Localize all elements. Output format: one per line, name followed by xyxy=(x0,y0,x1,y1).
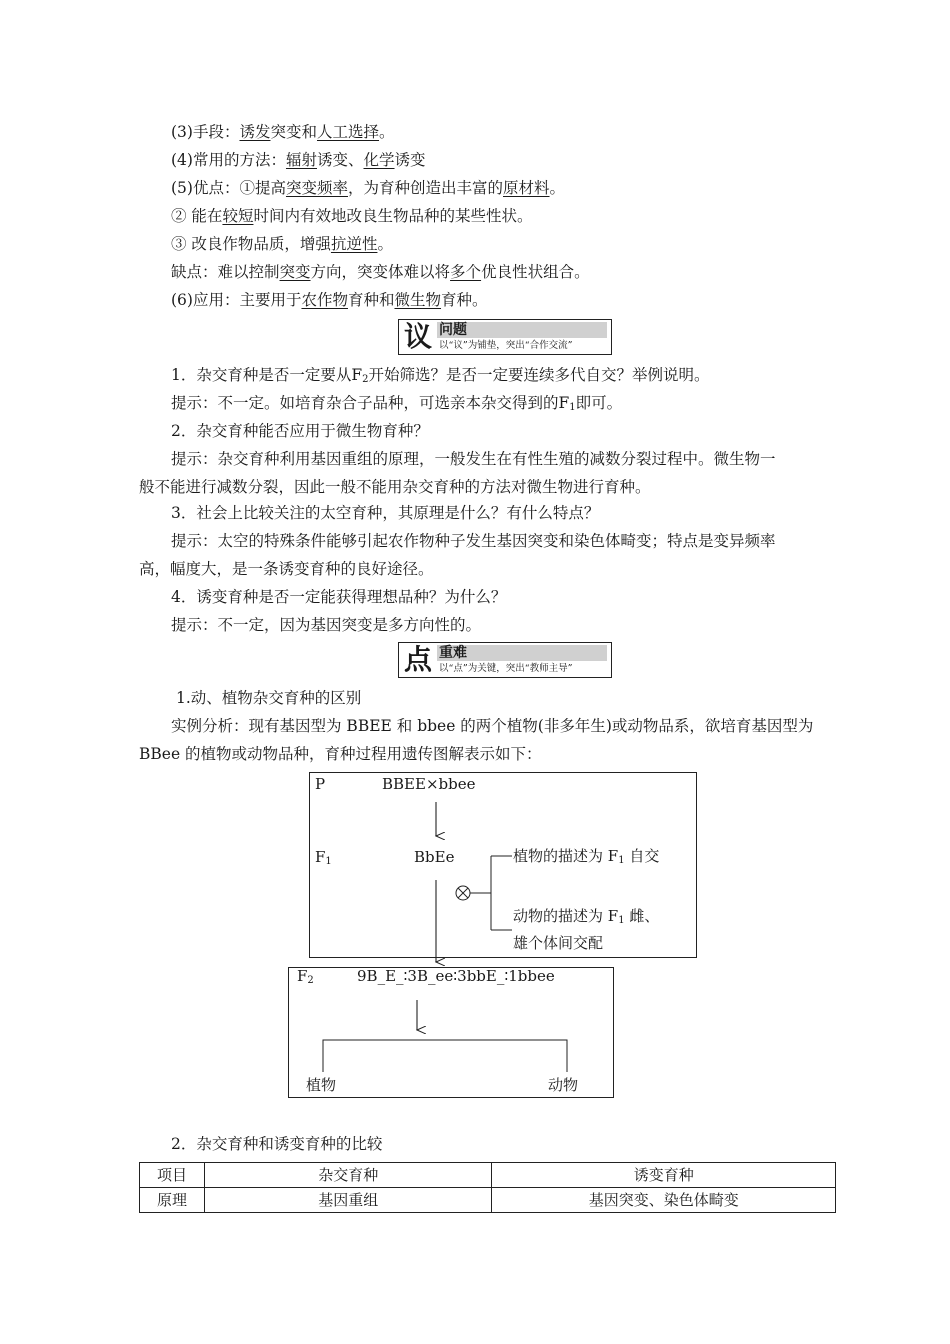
method-means: (3)手段：诱发突变和人工选择。 xyxy=(171,123,395,141)
section-1-paragraph-line-1: 实例分析：现有基因型为 BBEE 和 bbee 的两个植物(非多年生)或动物品系，欲培育基因型为 xyxy=(171,717,814,735)
table-cell: 基因重组 xyxy=(204,1188,492,1213)
question-4: 4．诱变育种是否一定能获得理想品种？为什么？ xyxy=(171,588,507,606)
animal-outcome: 动物 xyxy=(548,1076,579,1094)
f2-ratio: 9B_E_∶3B_ee∶3bbE_∶1bbee xyxy=(357,967,555,985)
f1-label: $F_1$ xyxy=(315,848,332,867)
f1-genotype: BbEe xyxy=(414,848,455,866)
badge-title: 问题 xyxy=(437,322,607,338)
badge-subtitle: 以“议”为铺垫，突出“合作交流” xyxy=(439,340,573,351)
badge-glyph: 点 xyxy=(403,643,432,676)
underline-term: 辐射 xyxy=(285,151,317,169)
badge-glyph: 议 xyxy=(403,320,432,353)
badge-subtitle: 以“点”为关键，突出“教师主导” xyxy=(439,663,573,674)
section-1-paragraph-line-2: BBee 的植物或动物品种，育种过程用遗传图解表示如下： xyxy=(139,745,542,763)
advantage-2: ② 能在较短时间内有效地改良生物品种的某些性状。 xyxy=(171,207,533,225)
underline-term: 人工选择 xyxy=(317,123,380,141)
underline-term: 诱发 xyxy=(239,123,271,141)
table-header-cell: 项目 xyxy=(140,1163,205,1188)
plant-selfing-note: 植物的描述为 $F_1$ 自交 xyxy=(513,847,660,866)
question-2: 2．杂交育种能否应用于微生物育种？ xyxy=(171,422,429,440)
section-1-heading: 1.动、植物杂交育种的区别 xyxy=(176,689,362,707)
underline-term: 化学 xyxy=(363,151,395,169)
question-1: 1．杂交育种是否一定要从$F_2$开始筛选？是否一定要连续多代自交？举例说明。 xyxy=(171,366,710,385)
underline-term: 突变频率 xyxy=(285,179,348,197)
underline-term: 突变 xyxy=(279,263,311,281)
section-badge-key-points xyxy=(398,642,612,678)
table-header-row xyxy=(140,1163,836,1188)
badge-title: 重难 xyxy=(437,645,607,661)
underline-term: 抗逆性 xyxy=(330,235,378,253)
section-badge-discussion xyxy=(398,319,612,355)
answer-2-line-1: 提示：杂交育种利用基因重组的原理，一般发生在有性生殖的减数分裂过程中。微生物一 xyxy=(171,450,776,468)
underline-term: 微生物 xyxy=(394,291,442,309)
section-2-heading: 2．杂交育种和诱变育种的比较 xyxy=(171,1135,383,1153)
table-cell: 基因突变、染色体畸变 xyxy=(492,1188,836,1213)
answer-4: 提示：不一定，因为基因突变是多方向性的。 xyxy=(171,616,482,634)
answer-3-line-2: 高，幅度大，是一条诱变育种的良好途径。 xyxy=(139,560,434,578)
answer-1: 提示：不一定。如培育杂合子品种，可选亲本杂交得到的$F_1$即可。 xyxy=(171,394,623,413)
answer-2-line-2: 般不能进行减数分裂，因此一般不能用杂交育种的方法对微生物进行育种。 xyxy=(139,478,651,496)
disadvantage: 缺点：难以控制突变方向，突变体难以将多个优良性状组合。 xyxy=(171,263,590,281)
plant-outcome: 植物 xyxy=(306,1076,337,1094)
underline-term: 农作物 xyxy=(301,291,348,309)
f2-label: $F_2$ xyxy=(297,967,314,986)
advantage-1: (5)优点：①提高突变频率，为育种创造出丰富的原材料。 xyxy=(171,179,566,197)
animal-mating-note-line-2: 雄个体间交配 xyxy=(513,934,604,952)
underline-term: 多个 xyxy=(450,263,482,281)
table-cell: 原理 xyxy=(140,1188,205,1213)
underline-term: 较短 xyxy=(222,207,254,225)
application: (6)应用：主要用于农作物育种和微生物育种。 xyxy=(171,291,488,309)
common-methods: (4)常用的方法：辐射诱变、化学诱变 xyxy=(171,151,426,169)
table-header-cell: 诱变育种 xyxy=(492,1163,836,1188)
parent-cross: BBEE×bbee xyxy=(382,775,476,793)
answer-3-line-1: 提示：太空的特殊条件能够引起农作物种子发生基因突变和染色体畸变；特点是变异频率 xyxy=(171,532,776,550)
question-3: 3．社会上比较关注的太空育种，其原理是什么？有什么特点？ xyxy=(171,504,600,522)
p-label: P xyxy=(315,775,326,793)
comparison-table xyxy=(139,1162,836,1213)
underline-term: 原材料 xyxy=(503,179,550,197)
table-row xyxy=(140,1188,836,1213)
animal-mating-note-line-1: 动物的描述为 $F_1$ 雌、 xyxy=(513,907,660,926)
advantage-3: ③ 改良作物品质，增强抗逆性。 xyxy=(171,235,393,253)
table-header-cell: 杂交育种 xyxy=(204,1163,492,1188)
